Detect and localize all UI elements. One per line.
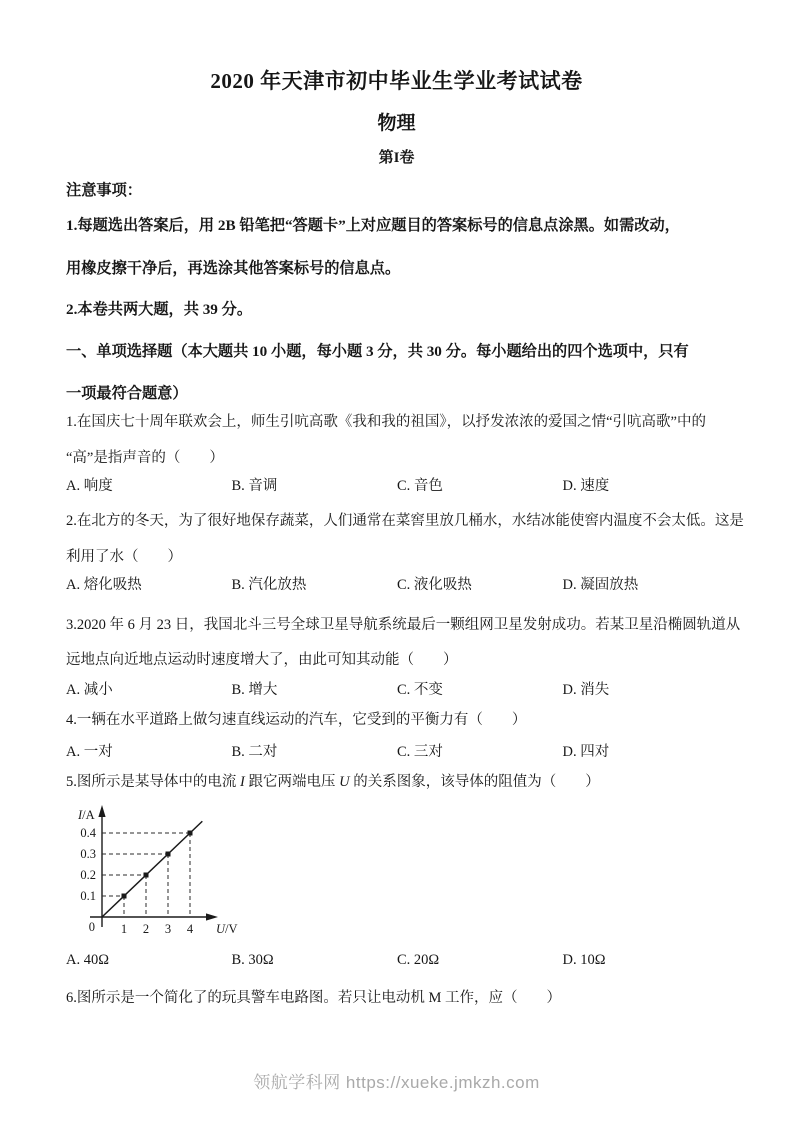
y-axis-label: I/A <box>78 808 95 822</box>
exam-title: 2020 年天津市初中毕业生学业考试试卷 <box>210 69 583 93</box>
question-2-option-b: B. 汽化放热 <box>231 577 307 593</box>
origin-label: 0 <box>88 920 95 934</box>
y-axis-arrow <box>98 805 105 817</box>
y-tick-label: 0.1 <box>80 889 96 903</box>
question-2-options <box>66 576 728 594</box>
question-3-option-b: B. 增大 <box>231 682 278 698</box>
question-1-option-c: C. 音色 <box>397 478 443 494</box>
question-3-option-a: A. 减小 <box>66 682 113 698</box>
footer-site-link: 领航学科网 https://xueke.jmkzh.com <box>253 1073 540 1092</box>
section-heading-line2: 一项最符合题意） <box>66 385 188 402</box>
data-point <box>144 873 149 878</box>
section-heading-line1: 一、单项选择题（本大题共 10 小题，每小题 3 分，共 30 分。每小题给出的四个选项中，只有 <box>66 343 689 360</box>
notice-item1-line2: 用橡皮擦干净后，再选涂其他答案标号的信息点。 <box>66 260 401 277</box>
question-4-options <box>66 743 728 761</box>
data-point <box>166 852 171 857</box>
question-1-options <box>66 477 728 495</box>
question-2-option-a: A. 熔化吸热 <box>66 577 142 593</box>
y-tick-label: 0.4 <box>80 826 96 840</box>
exam-subject: 物理 <box>377 113 416 134</box>
question-2-option-c: C. 液化吸热 <box>397 577 472 593</box>
notice-item1-line1: 1.每题选出答案后，用 2B 铅笔把“答题卡”上对应题目的答案标号的信息点涂黑。如需改动， <box>66 217 680 234</box>
data-point <box>122 894 127 899</box>
volume-heading: 第I卷 <box>378 150 415 166</box>
question-5-options <box>66 951 728 969</box>
iv-graph-svg <box>70 799 300 951</box>
question-4-option-c: C. 三对 <box>397 744 443 760</box>
question-1-option-a: A. 响度 <box>66 478 113 494</box>
question-3-line1: 3.2020 年 6 月 23 日，我国北斗三号全球卫星导航系统最后一颗组网卫星发射成功。若某卫星沿椭圆轨道从 <box>66 617 741 633</box>
watermark-footer <box>0 1068 793 1093</box>
question-4-option-d: D. 四对 <box>562 744 610 760</box>
question-2-line2: 利用了水（ ） <box>66 549 182 565</box>
question-4-option-b: B. 二对 <box>231 744 278 760</box>
question-5-option-c: C. 20Ω <box>397 952 440 968</box>
question-1-line1: 1.在国庆七十周年联欢会上，师生引吭高歌《我和我的祖国》，以抒发浓浓的爱国之情“引吭高歌”中的 <box>66 414 706 430</box>
question-6-line1: 6.图所示是一个简化了的玩具警车电路图。若只让电动机 M 工作，应（ ） <box>66 990 562 1006</box>
x-tick-label: 4 <box>186 922 194 936</box>
notice-item2: 2.本卷共两大题，共 39 分。 <box>66 301 253 318</box>
y-tick-label: 0.3 <box>80 847 96 861</box>
question-4-line1: 4.一辆在水平道路上做匀速直线运动的汽车，它受到的平衡力有（ ） <box>66 712 527 728</box>
question-1-line2: “高”是指声音的（ ） <box>66 450 224 466</box>
data-point <box>188 831 193 836</box>
question-3-line2: 远地点向近地点运动时速度增大了，由此可知其动能（ ） <box>66 652 458 668</box>
notice-heading: 注意事项： <box>66 182 142 199</box>
question-1-option-b: B. 音调 <box>231 478 278 494</box>
question-2-line1: 2.在北方的冬天，为了很好地保存蔬菜，人们通常在菜窖里放几桶水，水结冰能使窖内温度不会太低。这是 <box>66 513 744 529</box>
y-tick-label: 0.2 <box>80 868 96 882</box>
question-5-option-d: D. 10Ω <box>562 952 606 968</box>
question-2-option-d: D. 凝固放热 <box>562 577 639 593</box>
x-tick-label: 1 <box>120 922 128 936</box>
question-5-option-b: B. 30Ω <box>231 952 274 968</box>
question-5-line1: 5.图所示是某导体中的电流 I 跟它两端电压 U 的关系图象，该导体的阻值为（ ） <box>66 774 600 790</box>
current-voltage-graph <box>70 799 300 951</box>
x-tick-label: 2 <box>142 922 150 936</box>
x-tick-label: 3 <box>164 922 172 936</box>
question-3-option-c: C. 不变 <box>397 682 443 698</box>
question-5-option-a: A. 40Ω <box>66 952 109 968</box>
question-3-option-d: D. 消失 <box>562 682 610 698</box>
question-4-option-a: A. 一对 <box>66 744 113 760</box>
data-line <box>102 821 202 917</box>
question-1-option-d: D. 速度 <box>562 478 610 494</box>
x-axis-label: U/V <box>216 922 238 936</box>
x-axis-arrow <box>206 913 218 920</box>
question-3-options <box>66 681 728 699</box>
